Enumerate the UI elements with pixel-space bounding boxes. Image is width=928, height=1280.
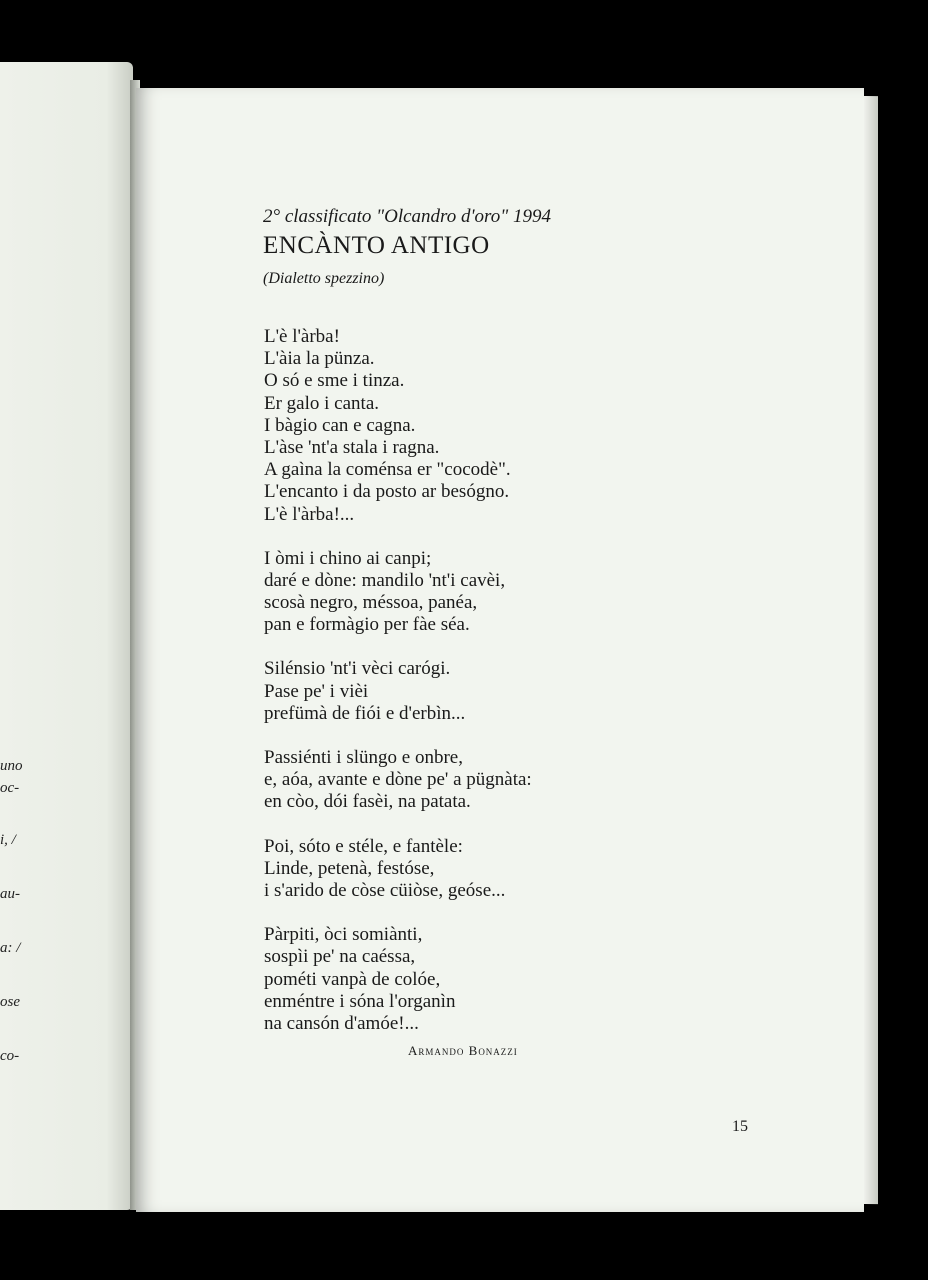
- left-page-fragment: oc-: [0, 780, 20, 796]
- right-page: [136, 88, 864, 1212]
- poem-line: I òmi i chino ai canpi;: [264, 547, 432, 569]
- poem-stanza: [264, 548, 532, 637]
- poem-line: Passiénti i slüngo e onbre,: [264, 747, 463, 768]
- left-page-fragment: ose: [0, 994, 20, 1010]
- left-page-fragment: co-: [0, 1048, 20, 1064]
- left-page-fragment: au-: [0, 886, 20, 902]
- poem-line: pométi vanpà de colóe,: [264, 968, 441, 990]
- poem-line: Silénsio 'nt'i vèci carógi.: [264, 658, 451, 680]
- poem-stanza: [264, 658, 532, 725]
- poem-line: L'è l'àrba!...: [264, 503, 355, 525]
- poem-line: e, aóa, avante e dòne pe' a pügnàta:: [264, 769, 532, 791]
- left-page-fragment: i, /: [0, 832, 16, 848]
- page-number: 15: [732, 1118, 748, 1135]
- poem-line: Pàrpiti, òci somiànti,: [264, 924, 423, 946]
- left-page: [0, 62, 133, 1210]
- poem-line: sospìi pe' na caéssa,: [264, 946, 416, 968]
- author-name: Armando Bonazzi: [408, 1043, 518, 1058]
- poem-line: enméntre i sóna l'organìn: [264, 990, 456, 1012]
- award-subtitle: 2° classificato "Olcandro d'oro" 1994: [263, 206, 551, 227]
- poem-line: L'àia la pünza.: [264, 348, 375, 370]
- poem-stanza: [264, 747, 532, 814]
- poem-line: Pase pe' i vièi: [264, 680, 369, 702]
- poem-line: Poi, sóto e stéle, e fantèle:: [264, 835, 463, 857]
- poem-line: O só e sme i tinza.: [264, 370, 405, 392]
- poem-line: na cansón d'amóe!...: [264, 1012, 419, 1034]
- poem-line: L'encanto i da posto ar besógno.: [264, 481, 510, 503]
- poem-stanza: [264, 924, 532, 1035]
- poem-line: L'àse 'nt'a stala i ragna.: [264, 436, 440, 458]
- poem-line: prefümà de fiói e d'erbìn...: [264, 702, 466, 724]
- poem-line: en còo, dói fasèi, na patata.: [264, 791, 471, 813]
- poem-title: ENCÀNTO ANTIGO: [263, 232, 490, 259]
- poem-stanza: [264, 326, 532, 526]
- poem-line: A gaìna la coménsa er "cocodè".: [264, 459, 511, 481]
- poem-line: scosà negro, méssoa, panéa,: [264, 592, 478, 614]
- poem-line: Er galo i canta.: [264, 392, 380, 414]
- dialect-note: (Dialetto spezzino): [263, 270, 385, 287]
- poem-body: [264, 326, 532, 1057]
- left-page-fragment: uno: [0, 758, 23, 774]
- poem-line: I bàgio can e cagna.: [264, 414, 416, 436]
- poem-line: L'è l'àrba!: [264, 326, 340, 347]
- poem-line: daré e dòne: mandilo 'nt'i cavèi,: [264, 569, 506, 591]
- poem-stanza: [264, 836, 532, 903]
- poem-line: i s'arido de còse cüiòse, geóse...: [264, 879, 506, 901]
- left-page-fragment: a: /: [0, 940, 21, 956]
- poem-line: Linde, petenà, festóse,: [264, 857, 435, 879]
- poem-line: pan e formàgio per fàe séa.: [264, 614, 470, 636]
